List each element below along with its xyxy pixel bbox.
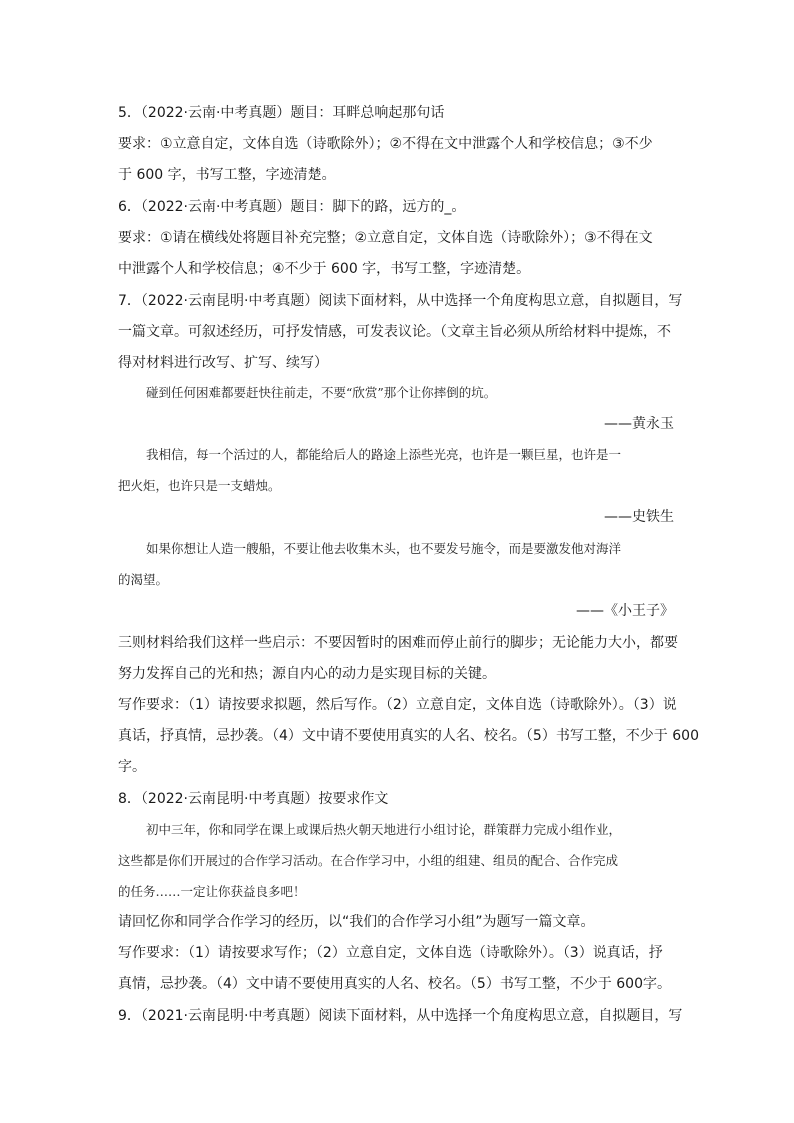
q7-prompt-line-2: 一篇文章。可叙述经历，可抒发情感，可发表议论。（文章主旨必须从所给材料中提炼，不 (118, 324, 671, 340)
q8-quote-line-1: 初中三年，你和同学在课上或课后热火朝天地进行小组讨论，群策群力完成小组作业， (146, 822, 622, 837)
q7-insight-line-2: 努力发挥自己的光和热；源自内心的动力是实现目标的关键。 (118, 666, 496, 682)
q7-requirement-line-2: 真话，抒真情，忌抄袭。（4）文中请不要使用真实的人名、校名。（5）书写工整，不少于 600 (118, 728, 699, 744)
q7-requirement-line-1: 写作要求：（1）请按要求拟题，然后写作。（2）立意自定，文体自选（诗歌除外）。（3）说 (118, 697, 677, 713)
q8-quote-line-2: 这些都是你们开展过的合作学习活动。在合作学习中，小组的组建、组员的配合、合作完成 (118, 853, 619, 868)
q7-quote-3-line-2: 的渴望。 (118, 572, 169, 587)
q7-insight-line-1: 三则材料给我们这样一些启示：不要因暂时的困难而停止前行的脚步；无论能力大小，都要 (118, 635, 678, 651)
q6-title: 6．（2022·云南·中考真题）题目：脚下的路，远方的_。 (118, 199, 466, 215)
q7-attribution-2: ——史铁生 (604, 509, 674, 525)
q8-title: 8．（2022·云南昆明·中考真题）按要求作文 (118, 791, 389, 807)
q8-task: 请回忆你和同学合作学习的经历，以“我们的合作学习小组”为题写一篇文章。 (118, 914, 595, 930)
q5-title: 5．（2022·云南·中考真题）题目：耳畔总响起那句话 (118, 105, 445, 121)
q6-requirement-line-2: 中泄露个人和学校信息；④不少于 600 字，书写工整，字迹清楚。 (118, 261, 531, 277)
q7-attribution-1: ——黄永玉 (604, 416, 674, 432)
q7-prompt-line-3: 得对材料进行改写、扩写、续写） (118, 355, 328, 371)
q7-quote-2-line-2: 把火炬，也许只是一支蜡烛。 (118, 478, 281, 493)
q7-requirement-line-3: 字。 (118, 759, 146, 775)
q9-prompt-line-1: 9．（2021·云南昆明·中考真题）阅读下面材料，从中选择一个角度构思立意，自拟题目，写 (118, 1008, 683, 1024)
q8-quote-line-3: 的任务……一定让你获益良多吧！ (118, 884, 306, 899)
q7-quote-3-line-1: 如果你想让人造一艘船，不要让他去收集木头，也不要发号施令，而是要激发他对海洋 (146, 541, 622, 556)
q7-quote-1: 碰到任何困难都要赶快往前走，不要“欣赏”那个让你摔倒的坑。 (146, 385, 497, 400)
q7-prompt-line-1: 7．（2022·云南昆明·中考真题）阅读下面材料，从中选择一个角度构思立意，自拟题目，写 (118, 293, 683, 309)
q7-quote-2-line-1: 我相信，每一个活过的人，都能给后人的路途上添些光亮，也许是一颗巨星，也许是一 (146, 447, 622, 462)
q6-requirement-line-1: 要求：①请在横线处将题目补充完整；②立意自定，文体自选（诗歌除外）；③不得在文 (118, 230, 653, 246)
q8-requirement-line-2: 真情，忌抄袭。（4）文中请不要使用真实的人名、校名。（5）书写工整，不少于 600字。 (118, 976, 671, 992)
q8-requirement-line-1: 写作要求：（1）请按要求写作；（2）立意自定，文体自选（诗歌除外）。（3）说真话，抒 (118, 945, 663, 961)
q7-attribution-3: ——《小王子》 (576, 603, 674, 619)
q5-requirement-line-1: 要求：①立意自定，文体自选（诗歌除外）；②不得在文中泄露个人和学校信息；③不少 (118, 136, 653, 152)
q5-requirement-line-2: 于 600 字，书写工整，字迹清楚。 (118, 167, 336, 183)
